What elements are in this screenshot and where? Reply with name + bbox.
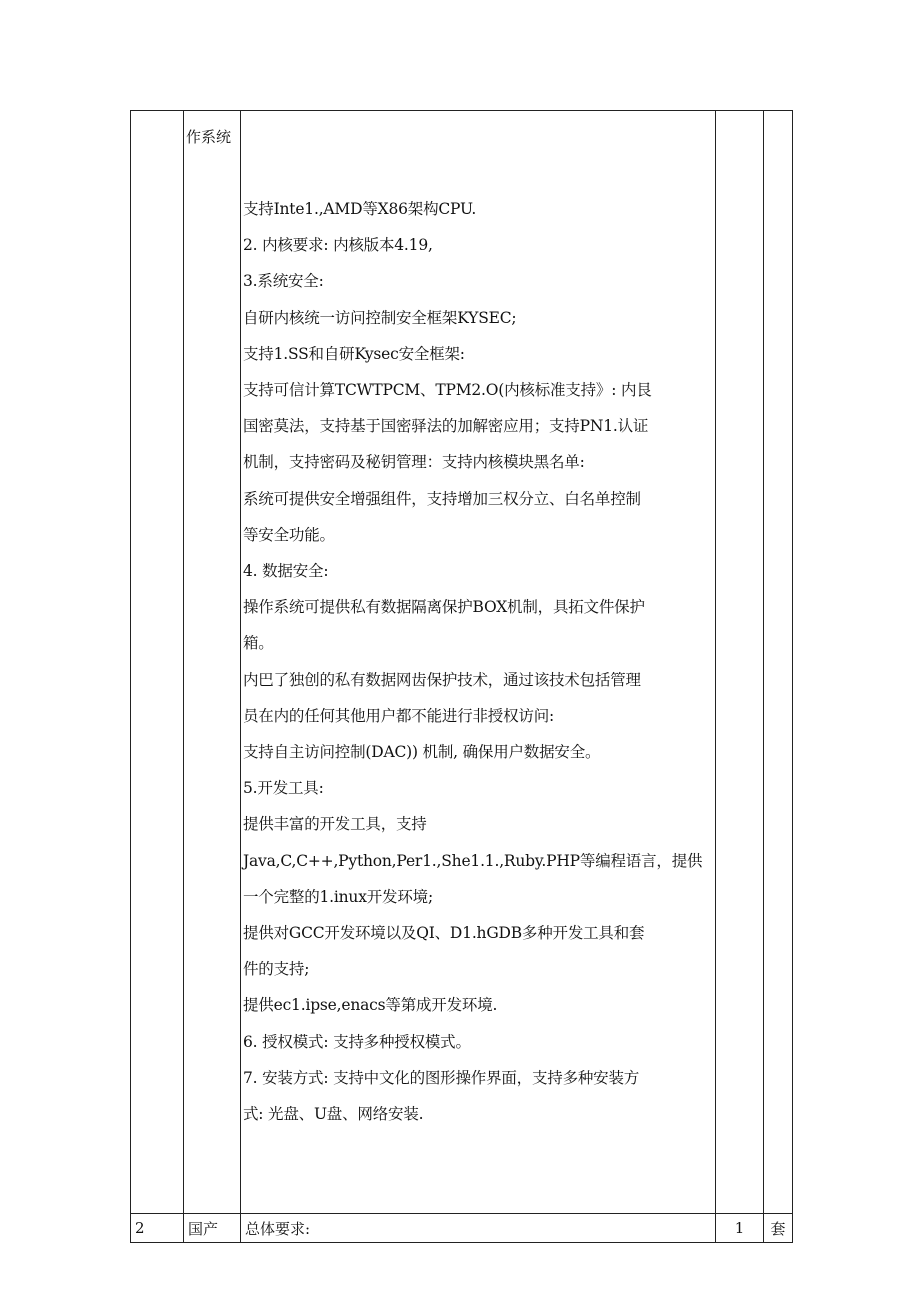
row-number-cell: 2 bbox=[131, 1214, 184, 1243]
spec-line: 系统可提供安全增强组件，支持增加三权分立、白名单控制 bbox=[243, 489, 641, 508]
product-name-cell: 作系统 bbox=[184, 111, 241, 1214]
spec-line: 一个完整的1.inux开发环境; bbox=[243, 887, 433, 906]
spec-line: 6. 授权模式: 支持多种授权模式。 bbox=[243, 1032, 471, 1051]
spec-line: 操作系统可提供私有数据隔离保护BOX机制，具拓文件保护 bbox=[243, 598, 645, 617]
product-name-cell: 国产 bbox=[184, 1214, 241, 1243]
spec-line: 2. 内核要求: 内核版本4.19, bbox=[243, 236, 433, 255]
table-row bbox=[131, 111, 793, 1214]
spec-line: 7. 安装方式: 支持中文化的图形操作界面，支持多种安装方 bbox=[243, 1068, 640, 1087]
spec-table bbox=[130, 110, 793, 1243]
unit-cell: 套 bbox=[764, 1214, 793, 1243]
spec-line: 支持可信计算TCWTPCM、TPM2.O(内核标准支持》: 内艮 bbox=[243, 381, 652, 400]
spec-line: 自研内核统一访问控制安全框架KYSEC; bbox=[243, 308, 517, 327]
spec-line: 4. 数据安全: bbox=[243, 562, 329, 581]
spec-line: 内巴了独创的私有数据网齿保护技术，通过该技术包括管理 bbox=[243, 670, 641, 689]
spec-line: 支持1.SS和自研Kysec安全框架: bbox=[243, 344, 465, 363]
spec-line: 支持自主访问控制(DAC)) 机制, 确保用户数据安全。 bbox=[243, 743, 601, 762]
row-number-cell bbox=[131, 111, 184, 1214]
spec-line: 提供对GCC开发环境以及QI、D1.hGDB多种开发工具和套 bbox=[243, 924, 645, 943]
spec-line: 支持Inte1.,AMD等X86架构CPU. bbox=[243, 200, 477, 218]
spec-line: 箱。 bbox=[243, 634, 274, 653]
spec-line: 等安全功能。 bbox=[243, 525, 335, 544]
spec-line: 件的支持; bbox=[243, 960, 310, 979]
spec-line: 机制，支持密码及秘钥管理：支持内核模块黑名单: bbox=[243, 453, 585, 472]
quantity-cell bbox=[716, 111, 764, 1214]
spec-line: Java,C,C++,Python,Per1.,She1.1.,Ruby.PHP等编程语言，提供 bbox=[243, 851, 703, 870]
quantity-cell: 1 bbox=[716, 1214, 764, 1243]
spec-description-cell bbox=[241, 111, 716, 1214]
spec-line: 提供丰富的开发工具，支持 bbox=[243, 815, 427, 834]
spec-line: 提供ec1.ipse,enacs等第成开发环境. bbox=[243, 996, 498, 1015]
spec-line: 式: 光盘、U盘、网络安装. bbox=[243, 1105, 424, 1124]
spec-description-cell: 总体要求: bbox=[241, 1214, 716, 1243]
spec-line: 3.系统安全: bbox=[243, 272, 324, 291]
unit-cell bbox=[764, 111, 793, 1214]
table-row bbox=[131, 1214, 793, 1243]
spec-line: 员在内的任何其他用户都不能进行非授权访问: bbox=[243, 706, 555, 725]
spec-line: 国密莫法，支持基于国密驿法的加解密应用；支持PN1.认证 bbox=[243, 417, 649, 436]
spec-line: 5.开发工具: bbox=[243, 779, 324, 798]
